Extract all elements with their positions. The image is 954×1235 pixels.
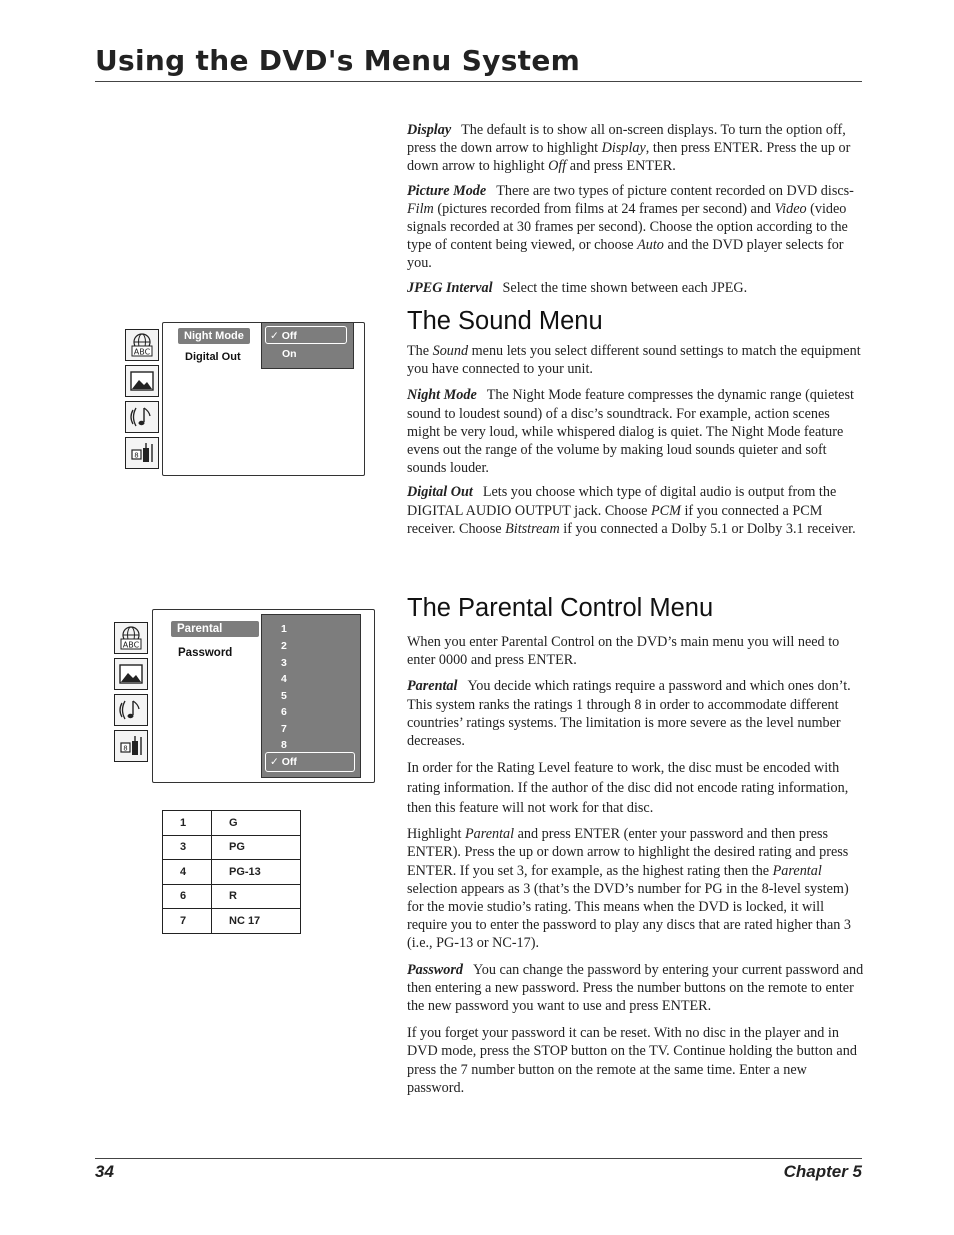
check-icon: ✓ [270,330,279,342]
table-row: 6 R [163,884,301,909]
night-mode-paragraph: Night Mode The Night Mode feature compresses the dynamic range (quietest sound to loudest sound) of a disc’s soundtrack. For example, action scenes might be very loud, while whispered dialog is quiet. The Night Mode feature evens out the range of the volume by making loud sounds quieter and soft sounds louder. [407,387,854,477]
table-row: 3 PG [163,835,301,860]
night-mode-term: Night Mode [407,387,477,404]
page-title: Using the DVD's Menu System [95,44,581,77]
language-icon [125,329,159,361]
rating-option-8: 8 [281,739,287,751]
digital-out-menu-item: Digital Out [185,351,241,363]
settings-icon [114,730,148,762]
parental-icon-column [114,622,148,762]
parental-term: Parental [407,678,458,695]
rating-option-off: ✓ Off [270,756,297,768]
parental-menu-item: Parental [171,621,259,637]
sound-intro: The Sound menu lets you select different sound settings to match the equipment you have connected to your unit. [407,343,861,378]
sound-icon [125,401,159,433]
rating-option-5: 5 [281,690,287,702]
picture-mode-term: Picture Mode [407,182,487,199]
display-section [407,121,865,297]
chapter-label: Chapter 5 [783,1162,862,1181]
picture-mode-paragraph: Picture Mode There are two types of picture content recorded on DVD discs- Film (pictures recorded from films at 24 frames per second) and Video (video signals recorded at 30 frames per second). Choose the option according to the type of content being viewed, or choose Auto and the DVD player selects for you. [407,182,854,272]
parental-menu-heading: The Parental Control Menu [407,594,714,622]
password-paragraph: Password You can change the password by entering your current password and then entering a new password. Press the number buttons on the remote to enter the new password you want to use and press ENTER. [407,961,864,1015]
reset-paragraph: If you forget your password it can be reset. With no disc in the player and in DVD mode, press the STOP button on the TV. Continue holding the button and press the 7 number button on the remote at the same time. Enter a new password. [407,1025,857,1096]
check-icon: ✓ [270,756,279,768]
table-row: 7 NC 17 [163,909,301,934]
svg-text:8: 8 [134,451,139,460]
picture-icon [125,365,159,397]
svg-text:8: 8 [123,744,128,753]
password-term: Password [407,961,463,978]
password-menu-item: Password [178,647,233,659]
rating-option-2: 2 [281,640,287,652]
rating-option-1: 1 [281,623,287,635]
settings-icon [125,437,159,469]
header-rule [95,81,862,82]
parental-intro: When you enter Parental Control on the DVD’s main menu you will need to enter 0000 and press ENTER. [407,634,840,669]
digital-out-paragraph: Digital Out Lets you choose which type of digital audio is output from the DIGITAL AUDIO OUTPUT jack. Choose PCM if you connected a PCM receiver. Choose Bitstream if you connected a Dolby 5.1 or Dolby 3.1 receiver. [407,484,856,537]
footer-rule [95,1158,862,1159]
svg-text:ABC: ABC [133,347,151,357]
sound-option-off: ✓ Off [270,330,297,342]
rating-table [162,810,301,934]
display-paragraph: Display The default is to show all on-screen displays. To turn the option off, press the down arrow to highlight Display, then press ENTER. Press the up or down arrow to highlight Off and press ENTER. [407,122,851,175]
sound-option-on: On [282,348,297,360]
rating-option-6: 6 [281,706,287,718]
highlight-paragraph: Highlight Parental and press ENTER (enter your password and then press ENTER). Press the up or down arrow to highlight the desired rating and press ENTER. If you set 3, for example, as the highest rating then the Parental selection appears as 3 (that’s the DVD’s number for PG in the 8-level system) for the movie studio’s rating. This means when the DVD is locked, it will require you to enter the password to play any discs that are rated higher than 3 (i.e., PG-13 or NC-17). [407,826,852,952]
jpeg-interval-paragraph: JPEG Interval Select the time shown between each JPEG. [407,279,748,296]
night-mode-menu-item: Night Mode [178,328,250,344]
table-row: 4 PG-13 [163,860,301,885]
sound-icon [114,694,148,726]
sound-menu-heading: The Sound Menu [407,307,603,335]
parental-menu-text [407,633,865,1097]
rating-level-paragraph: In order for the Rating Level feature to work, the disc must be encoded with rating information. If the author of the disc did not encode rating information, then this feature will not work for that disc. [407,760,849,817]
rating-option-4: 4 [281,673,287,685]
page-number: 34 [95,1162,114,1181]
parental-paragraph: Parental You decide which ratings require a password and which ones don’t. This system ranks the ratings 1 through 8 in order to accommodate different countries’ ratings systems. The limitation is more severe as the level number decreases. [407,678,851,750]
table-row: 1 G [163,811,301,836]
digital-out-term: Digital Out [407,484,473,501]
language-icon [114,622,148,654]
sound-icon-column [125,329,159,469]
jpeg-interval-term: JPEG Interval [407,279,493,296]
sound-menu-text [407,342,865,538]
picture-icon [114,658,148,690]
rating-option-7: 7 [281,723,287,735]
rating-option-3: 3 [281,657,287,669]
display-term: Display [407,122,452,138]
svg-text:ABC: ABC [122,640,140,650]
